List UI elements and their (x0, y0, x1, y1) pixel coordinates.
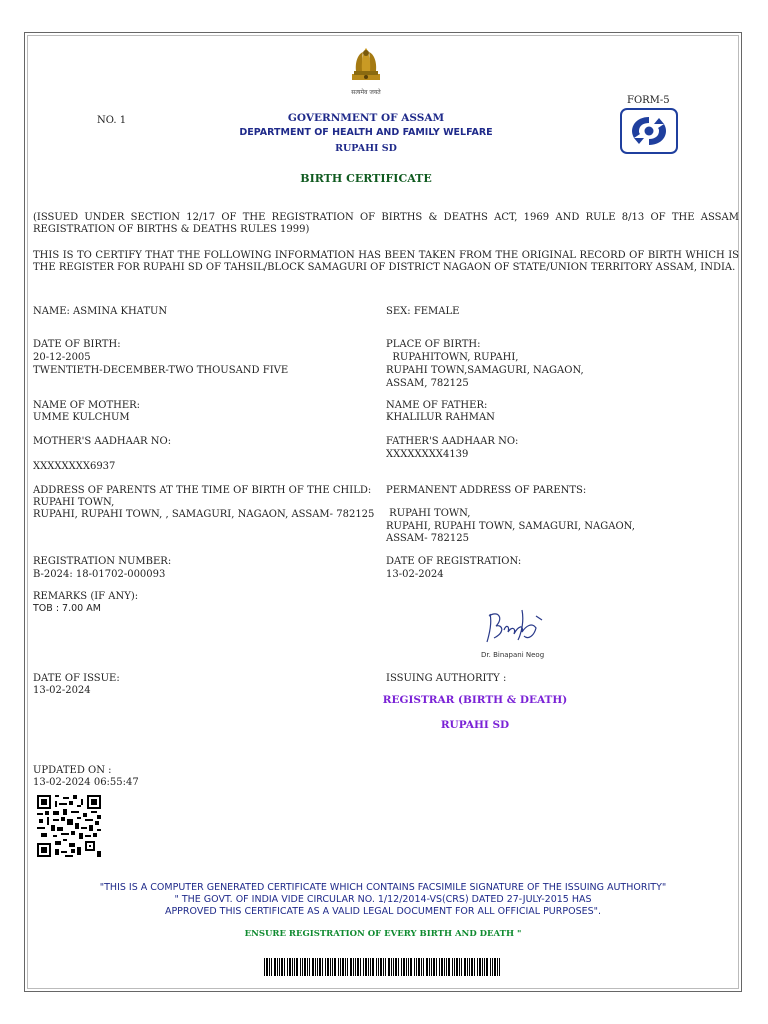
child-sex: SEX: FEMALE (386, 306, 460, 317)
remarks-value: TOB : 7.00 AM (33, 603, 101, 614)
issue-date-value: 13-02-2024 (33, 685, 91, 696)
signature-image (478, 606, 558, 650)
footer-line-3: APPROVED THIS CERTIFICATE AS A VALID LEGAL DOCUMENT FOR ALL OFFICIAL PURPOSES". (164, 906, 602, 917)
signature-icon (478, 606, 558, 650)
remarks-label: REMARKS (IF ANY): (33, 591, 139, 602)
certify-text: THIS IS TO CERTIFY THAT THE FOLLOWING INFORMATION HAS BEEN TAKEN FROM THE ORIGINAL RECORD OF BIRTH WHICH IS THE REGISTER FOR RUPAHI SD OF TAHSIL/BLOCK SAMAGURI OF DISTRICT NAGAON OF STATE/UNION TERRITORY ASSAM, INDIA. (33, 250, 739, 273)
father-aadhaar-value: XXXXXXXX4139 (386, 449, 469, 460)
certificate-title: BIRTH CERTIFICATE (300, 172, 432, 185)
birth-address-label: ADDRESS OF PARENTS AT THE TIME OF BIRTH OF THE CHILD: (33, 485, 372, 496)
office-title: RUPAHI SD (335, 143, 397, 154)
qr-code-icon (37, 795, 101, 857)
pob-line3: ASSAM, 782125 (386, 378, 469, 389)
registration-number-value: B-2024: 18-01702-000093 (33, 569, 166, 580)
ashoka-emblem-icon (346, 44, 386, 84)
emblem-motto: सत्यमेव जयते (351, 89, 381, 96)
issuing-authority-label: ISSUING AUTHORITY : (386, 673, 507, 684)
birth-address-line2: RUPAHI, RUPAHI TOWN, , SAMAGURI, NAGAON, ASSAM- 782125 (33, 509, 375, 520)
birth-address-line1: RUPAHI TOWN, (33, 497, 115, 508)
father-value: KHALILUR RAHMAN (386, 412, 495, 423)
footer-line-2: " THE GOVT. OF INDIA VIDE CIRCULAR NO. 1/12/2014-VS(CRS) DATED 27-JULY-2015 HAS (174, 894, 592, 905)
form-number: FORM-5 (627, 95, 670, 106)
mother-aadhaar-value: XXXXXXXX6937 (33, 461, 116, 472)
registration-number-label: REGISTRATION NUMBER: (33, 556, 172, 567)
barcode (264, 958, 504, 976)
crs-logo-icon (620, 108, 678, 154)
permanent-address-label: PERMANENT ADDRESS OF PARENTS: (386, 485, 587, 496)
dob-label: DATE OF BIRTH: (33, 339, 121, 350)
footer-line-1: "THIS IS A COMPUTER GENERATED CERTIFICATE WHICH CONTAINS FACSIMILE SIGNATURE OF THE ISSUING AUTHORITY" (99, 882, 667, 893)
child-name: NAME: ASMINA KHATUN (33, 306, 168, 317)
qr-code (37, 795, 101, 857)
updated-on-value: 13-02-2024 06:55:47 (33, 777, 139, 788)
pob-line2: RUPAHI TOWN,SAMAGURI, NAGAON, (386, 365, 584, 376)
pob-line1: RUPAHITOWN, RUPAHI, (386, 352, 519, 363)
barcode-icon (264, 958, 504, 976)
government-title: GOVERNMENT OF ASSAM (287, 112, 445, 124)
pob-label: PLACE OF BIRTH: (386, 339, 481, 350)
father-label: NAME OF FATHER: (386, 400, 488, 411)
serial-number: NO. 1 (97, 115, 127, 126)
issued-under-text: (ISSUED UNDER SECTION 12/17 OF THE REGISTRATION OF BIRTHS & DEATHS ACT, 1969 AND RULE 8/13 OF THE ASSAM REGISTRATION OF BIRTHS & DEATHS RULES 1999) (33, 212, 739, 235)
updated-on-label: UPDATED ON : (33, 765, 112, 776)
registration-date-label: DATE OF REGISTRATION: (386, 556, 522, 567)
mother-value: UMME KULCHUM (33, 412, 130, 423)
permanent-address-line3: ASSAM- 782125 (386, 533, 469, 544)
dob-words: TWENTIETH-DECEMBER-TWO THOUSAND FIVE (33, 365, 289, 376)
father-aadhaar-label: FATHER'S AADHAAR NO: (386, 436, 519, 447)
mother-aadhaar-label: MOTHER'S AADHAAR NO: (33, 436, 172, 447)
registration-date-value: 13-02-2024 (386, 569, 444, 580)
department-title: DEPARTMENT OF HEALTH AND FAMILY WELFARE (239, 127, 493, 138)
registrar-office: RUPAHI SD (440, 719, 510, 731)
dob-value: 20-12-2005 (33, 352, 91, 363)
footer-slogan: ENSURE REGISTRATION OF EVERY BIRTH AND DEATH " (244, 929, 522, 939)
permanent-address-line1: RUPAHI TOWN, (386, 508, 471, 519)
mother-label: NAME OF MOTHER: (33, 400, 141, 411)
signatory-name: Dr. Binapani Neog (481, 651, 545, 659)
crs-logo (620, 108, 678, 154)
issue-date-label: DATE OF ISSUE: (33, 673, 120, 684)
registrar-title: REGISTRAR (BIRTH & DEATH) (382, 694, 568, 706)
state-emblem (346, 44, 386, 94)
permanent-address-line2: RUPAHI, RUPAHI TOWN, SAMAGURI, NAGAON, (386, 521, 635, 532)
